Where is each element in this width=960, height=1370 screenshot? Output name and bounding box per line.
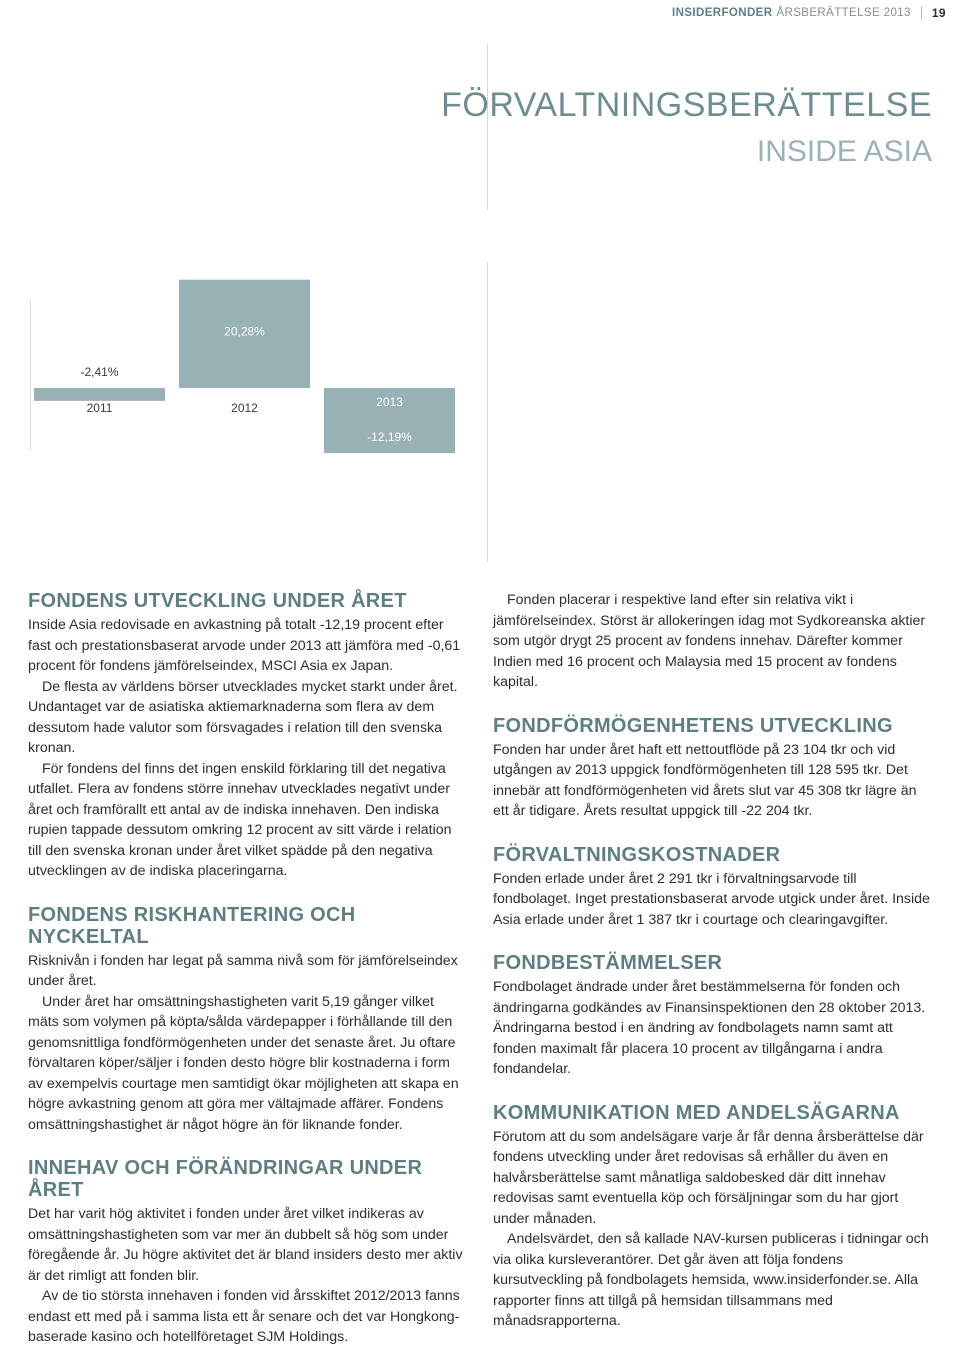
header-brand: INSIDERFONDER [672, 7, 773, 19]
paragraph: Andelsvärdet, den så kallade NAV-kursen publiceras i tidningar och via olika kursleverantörer. Det går även att följa fondens kursutveckling på fondbolagets hemsida, www.insiderfonder.se. Alla rapporter finns att tillgå på hemsidan tillsammans med månadsrapporterna. [493, 1231, 929, 1329]
section-heading: FONDBESTÄMMELSER [493, 952, 723, 974]
section-heading: FONDENS UTVECKLING UNDER ÅRET [28, 590, 407, 612]
section-heading: KOMMUNIKATION MED ANDELSÄGARNA [493, 1101, 900, 1124]
category-label-2011: 2011 [86, 401, 113, 415]
paragraph: Förutom att du som andelsägare varje år får denna årsberättelse där fondens utveckling under året redovisas så erhåller du även en halvårsberättelse samt månatliga saldobesked där ditt innehav redovisas samt eventuella köp och försäljningar som du har gjort under månaden. [493, 1128, 924, 1227]
paragraph: Av de tio största innehaven i fonden vid årsskiftet 2012/2013 fanns endast ett med på i samma lista ett år senare och det var Hongkong-baserade kasino och hotellföretaget SJM Holdings. [28, 1288, 460, 1345]
paragraph: Fondbolaget ändrade under året bestämmelserna för fonden och ändringarna godkändes av Finansinspektionen den 28 oktober 2013. Ändringarna bestod i en ändring av fondbolagets namn samt att fonden maximalt får placera 10 procent av tillgångarna i andra fondandelar. [493, 979, 926, 1077]
section-heading: FÖRVALTNINGSKOSTNADER [493, 843, 781, 866]
section-risk-management [28, 904, 468, 1136]
paragraph: Det har varit hög aktivitet i fonden under året vilket indikeras av omsättningshastigheten som var mer än dubbelt så hög som under föregående år. Ju högre aktivitet det är bland insiders desto mer aktiv är det rimligt att fonden blir. [28, 1206, 463, 1284]
bar-2011 [34, 388, 165, 401]
section-communication [493, 1102, 935, 1332]
header-rule [487, 44, 488, 210]
paragraph: Fonden har under året haft ett nettoutflöde på 23 104 tkr och vid utgången av 2013 uppgick fondförmögenheten till 128 595 tkr. Det innebär att fondförmögenheten vid årets slut var 45 308 tkr lägre än ett år tidigare. Årets resultat uppgick till -22 204 tkr. [493, 741, 917, 819]
page-number: 19 [931, 6, 946, 20]
value-label-2012: 20,28% [224, 324, 265, 339]
paragraph: Risknivån i fonden har legat på samma nivå som för jämförelseindex under året. [28, 952, 458, 989]
section-heading: INNEHAV OCH FÖRÄNDRINGAR UNDER ÅRET [28, 1157, 423, 1201]
fund-name: INSIDE ASIA [756, 135, 932, 168]
annual-return-chart [0, 260, 490, 460]
paragraph: Under året har omsättningshastigheten varit 5,19 gånger vilket mäts som volymen på köpta/sålda värdepapper i förhållande till den genomsnittliga fondförmögenheten under det senaste året. Ju oftare förvaltaren köper/säljer i fonden desto högre blir kostnaderna i form av exempelvis courtage men samtidigt ökar möjligheten att skapa en högre avkastning genom att göra mer vältajmade affärer. Fondens omsättningshastighet är något högre än för liknande fonder. [28, 993, 459, 1133]
section-holdings [28, 1157, 468, 1348]
page-title: FÖRVALTNINGSBERÄTTELSE [441, 86, 932, 124]
page-header [672, 6, 946, 20]
paragraph: De flesta av världens börser utvecklades mycket starkt under året. Undantaget var de asiatiska aktiemarknaderna som flera av dem dessutom hade valutor som försvagades i relation till den svenska kronan. [28, 678, 458, 756]
value-label-2011: -2,41% [80, 365, 119, 379]
paragraph: Fonden erlade under året 2 291 tkr i förvaltningsarvode till fondbolaget. Inget prestationsbaserat arvode utgick under året. Inside Asia erlade under året 1 387 tkr i courtage och clearingavgifter. [493, 870, 930, 928]
category-label-2012: 2012 [231, 401, 258, 415]
value-label-2013: -12,19% [367, 430, 412, 445]
section-heading: FONDENS RISKHANTERING OCH NYCKELTAL [28, 903, 356, 948]
section-fund-development [28, 590, 468, 882]
left-column [28, 590, 468, 1370]
paragraph: För fondens del finns det ingen enskild förklaring till det negativa utfallet. Flera av fondens större innehav utvecklades negativt under året och framförallt ett antal av de indiska innehaven. Den indiska rupien tappade dessutom omkring 12 procent av sitt värde i relation till den svenska kronan under året vilket spädde på den negativa utvecklingen av de indiska placeringarna. [28, 760, 452, 879]
header-divider [921, 6, 922, 20]
paragraph: Inside Asia redovisade en avkastning på totalt -12,19 procent efter fast och prestationsbaserat arvode under 2013 att jämföra med -0,61 procent för fondens jämförelseindex, MSCI Asia ex Japan. [28, 617, 461, 674]
section-fund-assets [493, 715, 935, 822]
category-label-2013: 2013 [376, 395, 403, 409]
section-allocation [493, 590, 935, 693]
header-report: ÅRSBERÄTTELSE 2013 [776, 7, 911, 19]
right-column [493, 590, 935, 1354]
section-management-costs [493, 844, 935, 931]
section-heading: FONDFÖRMÖGENHETENS UTVECKLING [493, 714, 893, 737]
section-fund-rules [493, 952, 935, 1080]
paragraph: Fonden placerar i respektive land efter sin relativa vikt i jämförelseindex. Störst är allokeringen idag mot Sydkoreanska aktier som utgör drygt 25 procent av fondens innehav. Därefter kommer Indien med 16 procent och Malaysia med 15 procent av fondens kapital. [493, 592, 926, 690]
